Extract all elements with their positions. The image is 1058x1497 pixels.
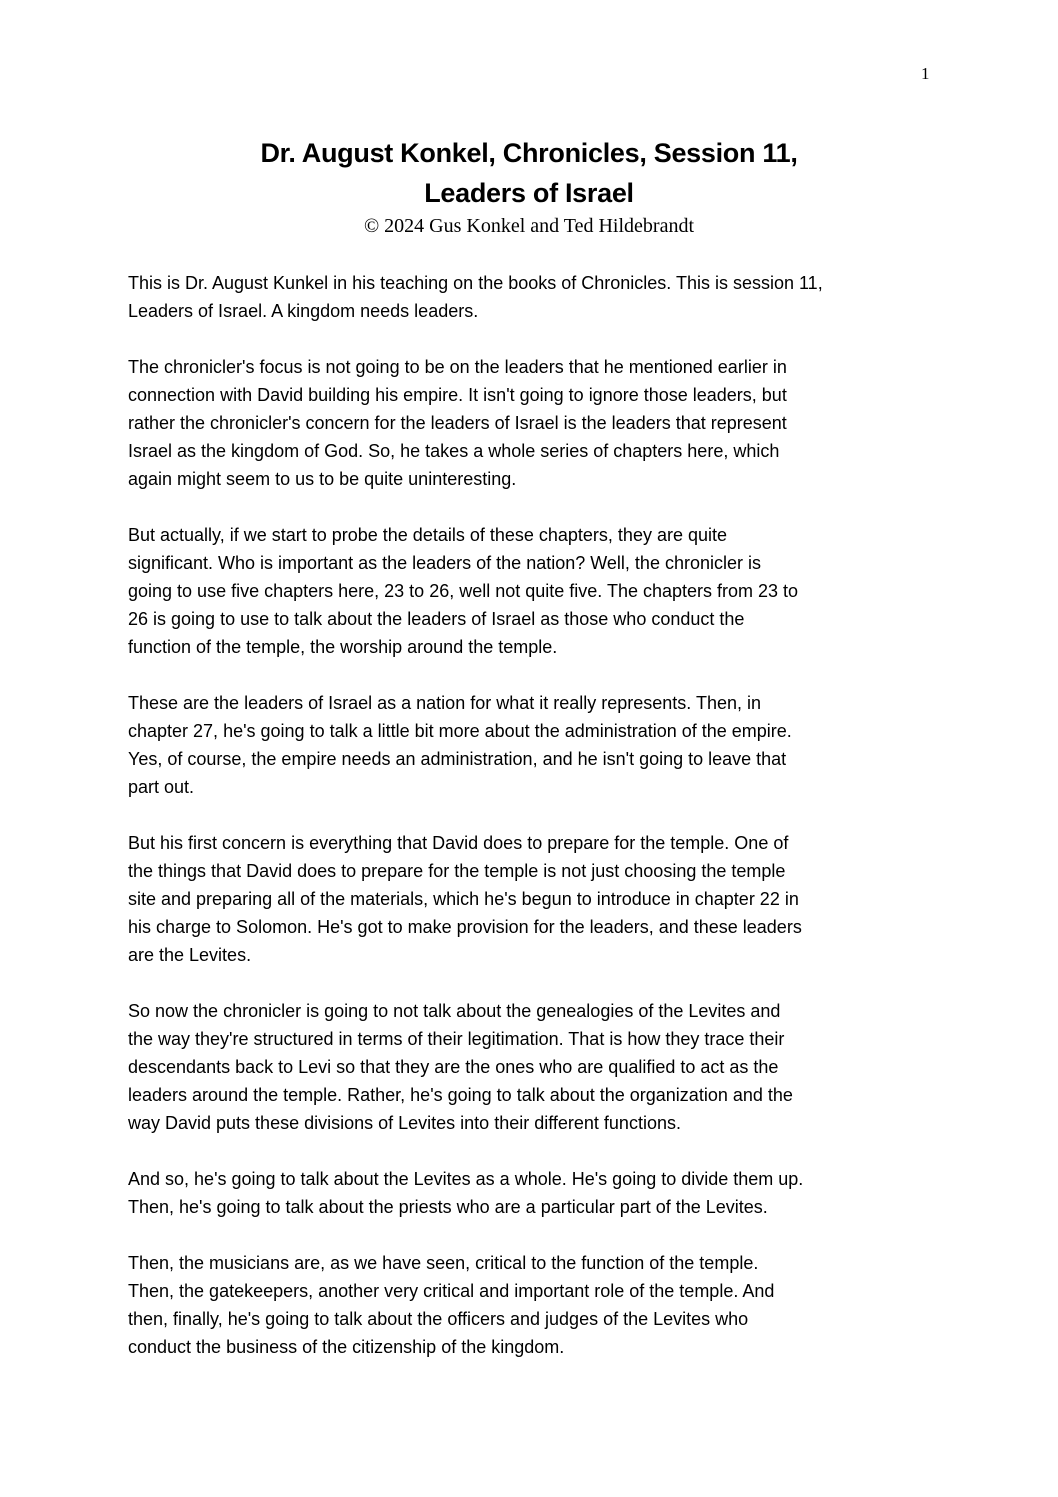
title-line: Dr. August Konkel, Chronicles, Session 11, bbox=[260, 138, 798, 168]
text-line: Then, the gatekeepers, another very critical and important role of the temple. And bbox=[128, 1281, 775, 1301]
text-line: Israel as the kingdom of God. So, he takes a whole series of chapters here, which bbox=[128, 441, 780, 461]
text-line: going to use five chapters here, 23 to 26, well not quite five. The chapters from 23 to bbox=[128, 581, 799, 601]
text-line: significant. Who is important as the leaders of the nation? Well, the chronicler is bbox=[128, 553, 761, 573]
paragraph bbox=[128, 521, 948, 661]
text-line: way David puts these divisions of Levites into their different functions. bbox=[128, 1113, 681, 1133]
text-line: Then, he's going to talk about the priests who are a particular part of the Levites. bbox=[128, 1197, 768, 1217]
text-line: part out. bbox=[128, 777, 195, 797]
text-line: descendants back to Levi so that they are the ones who are qualified to act as the bbox=[128, 1057, 779, 1077]
text-line: And so, he's going to talk about the Levites as a whole. He's going to divide them up. bbox=[128, 1169, 804, 1189]
text-line: function of the temple, the worship around the temple. bbox=[128, 637, 558, 657]
paragraph bbox=[128, 1165, 948, 1221]
document-title bbox=[0, 133, 1058, 213]
paragraph bbox=[128, 353, 948, 493]
copyright-notice: © 2024 Gus Konkel and Ted Hildebrandt bbox=[363, 215, 695, 237]
text-line: But actually, if we start to probe the details of these chapters, they are quite bbox=[128, 525, 728, 545]
paragraph bbox=[128, 269, 948, 325]
text-line: conduct the business of the citizenship of the kingdom. bbox=[128, 1337, 565, 1357]
text-line: the things that David does to prepare for the temple is not just choosing the temple bbox=[128, 861, 786, 881]
text-line: Yes, of course, the empire needs an administration, and he isn't going to leave that bbox=[128, 749, 787, 769]
text-line: 26 is going to use to talk about the leaders of Israel as those who conduct the bbox=[128, 609, 745, 629]
text-line: This is Dr. August Kunkel in his teaching on the books of Chronicles. This is session 11, bbox=[128, 273, 823, 293]
text-line: leaders around the temple. Rather, he's going to talk about the organization and the bbox=[128, 1085, 793, 1105]
text-line: Then, the musicians are, as we have seen, critical to the function of the temple. bbox=[128, 1253, 759, 1273]
text-line: the way they're structured in terms of their legitimation. That is how they trace their bbox=[128, 1029, 785, 1049]
paragraph bbox=[128, 829, 948, 969]
text-line: Leaders of Israel. A kingdom needs leaders. bbox=[128, 301, 479, 321]
text-line: connection with David building his empire. It isn't going to ignore those leaders, but bbox=[128, 385, 787, 405]
text-line: So now the chronicler is going to not talk about the genealogies of the Levites and bbox=[128, 1001, 781, 1021]
text-line: rather the chronicler's concern for the leaders of Israel is the leaders that represent bbox=[128, 413, 787, 433]
text-line: his charge to Solomon. He's got to make provision for the leaders, and these leaders bbox=[128, 917, 802, 937]
text-line: These are the leaders of Israel as a nation for what it really represents. Then, in bbox=[128, 693, 762, 713]
text-line: But his first concern is everything that David does to prepare for the temple. One of bbox=[128, 833, 789, 853]
page-number: 1 bbox=[921, 64, 930, 83]
text-line: then, finally, he's going to talk about the officers and judges of the Levites who bbox=[128, 1309, 749, 1329]
title-line: Leaders of Israel bbox=[424, 178, 634, 208]
paragraph bbox=[128, 1249, 948, 1361]
text-line: again might seem to us to be quite uninteresting. bbox=[128, 469, 517, 489]
text-line: site and preparing all of the materials, which he's begun to introduce in chapter 22 in bbox=[128, 889, 799, 909]
paragraph bbox=[128, 689, 948, 801]
document-body bbox=[128, 269, 948, 1389]
text-line: chapter 27, he's going to talk a little bit more about the administration of the empire. bbox=[128, 721, 792, 741]
paragraph bbox=[128, 997, 948, 1137]
text-line: The chronicler's focus is not going to be on the leaders that he mentioned earlier in bbox=[128, 357, 787, 377]
text-line: are the Levites. bbox=[128, 945, 252, 965]
